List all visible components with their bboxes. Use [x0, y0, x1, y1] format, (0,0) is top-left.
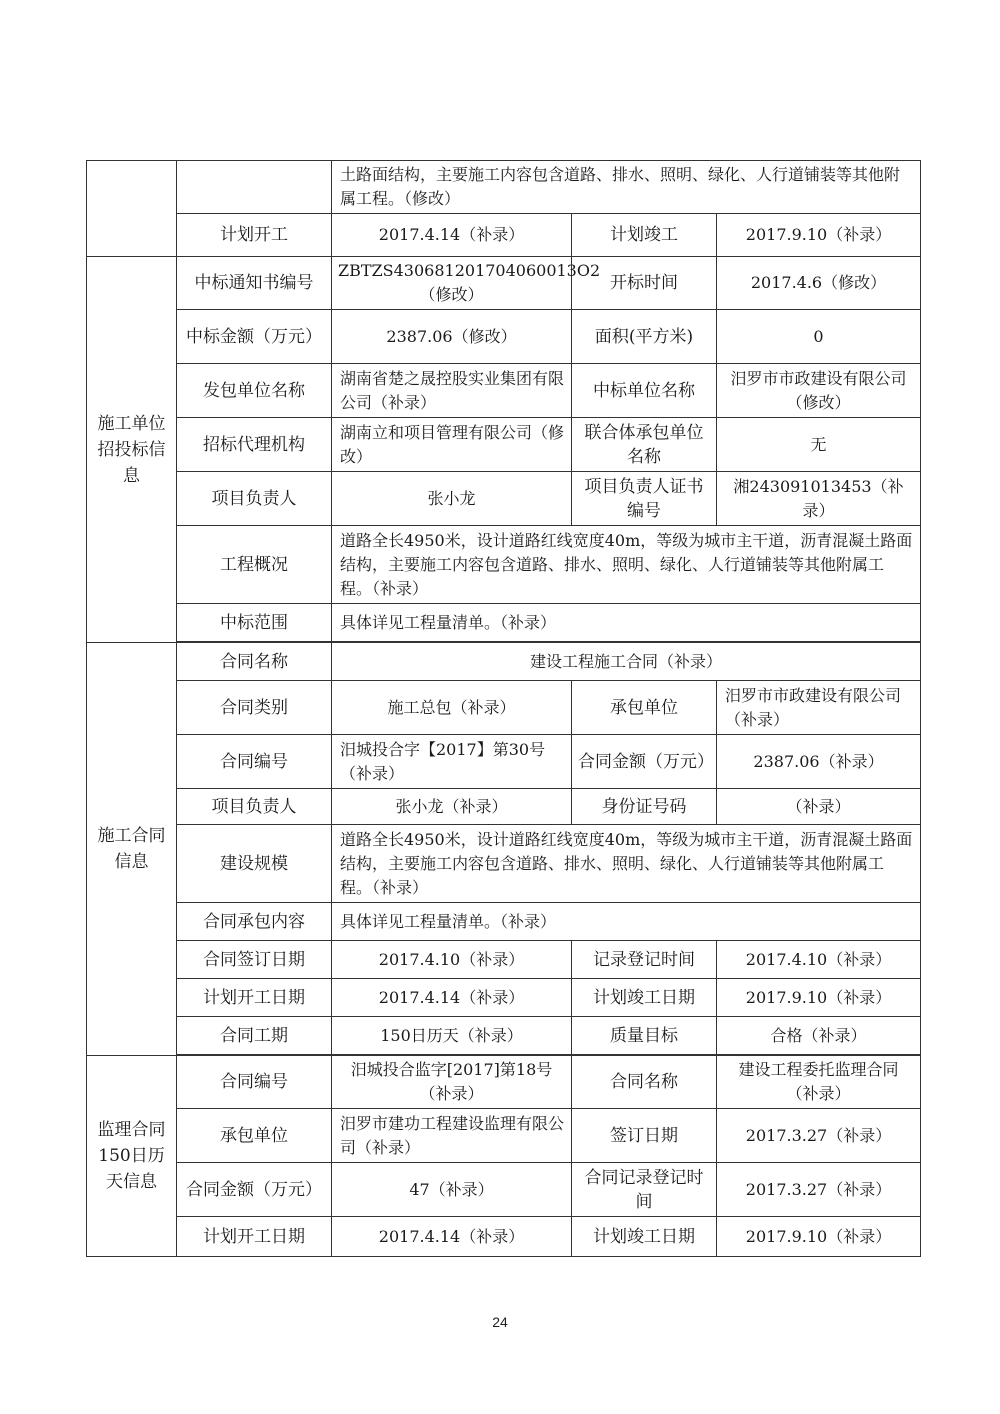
contract-manager-label: 项目负责人	[177, 789, 332, 825]
contract-type-label: 合同类别	[177, 681, 332, 735]
contract-end-value: 2017.9.10（补录）	[717, 979, 921, 1017]
bid-consortium-value: 无	[717, 418, 921, 472]
continued-section-cell	[87, 161, 177, 257]
contract-name-value: 建设工程施工合同（补录）	[332, 643, 921, 681]
bid-winner-label: 中标单位名称	[572, 364, 717, 418]
continued-label-cell	[177, 161, 332, 214]
supervision-name-label: 合同名称	[572, 1056, 717, 1109]
supervision-record-value: 2017.3.27（补录）	[717, 1163, 921, 1217]
contract-scale-value: 道路全长4950米，设计道路红线宽度40m，等级为城市主干道，沥青混凝土路面结构，主要施工内容包含道路、排水、照明、绿化、人行道铺装等其他附属工程。（补录）	[332, 825, 921, 903]
contract-start-label: 计划开工日期	[177, 979, 332, 1017]
bid-scope-label: 中标范围	[177, 604, 332, 642]
bid-area-value: 0	[717, 310, 921, 364]
contract-sign-label: 合同签订日期	[177, 941, 332, 979]
bid-amount-value: 2387.06（修改）	[332, 310, 572, 364]
contract-amount-value: 2387.06（补录）	[717, 735, 921, 789]
bid-manager-value: 张小龙	[332, 472, 572, 526]
contract-period-label: 合同工期	[177, 1017, 332, 1055]
contract-no-label: 合同编号	[177, 735, 332, 789]
bid-cert-label: 项目负责人证书编号	[572, 472, 717, 526]
bid-issuer-label: 发包单位名称	[177, 364, 332, 418]
bid-agency-value: 湖南立和项目管理有限公司（修改）	[332, 418, 572, 472]
contract-scale-label: 建设规模	[177, 825, 332, 903]
contract-content-value: 具体详见工程量清单。（补录）	[332, 903, 921, 941]
bid-consortium-label: 联合体承包单位名称	[572, 418, 717, 472]
contract-no-value: 汨城投合字【2017】第30号（补录）	[332, 735, 572, 789]
bid-overview-label: 工程概况	[177, 526, 332, 604]
contract-type-value: 施工总包（补录）	[332, 681, 572, 735]
plan-start-value: 2017.4.14（补录）	[332, 214, 572, 257]
supervision-amount-value: 47（补录）	[332, 1163, 572, 1217]
contract-id-value: （补录）	[717, 789, 921, 825]
supervision-end-value: 2017.9.10（补录）	[717, 1217, 921, 1257]
bid-cert-value: 湘243091013453（补录）	[717, 472, 921, 526]
contract-period-value: 150日历天（补录）	[332, 1017, 572, 1055]
supervision-section-title: 监理合同150日历天信息	[87, 1056, 177, 1257]
contract-sign-value: 2017.4.10（补录）	[332, 941, 572, 979]
supervision-contractor-value: 汨罗市建功工程建设监理有限公司（补录）	[332, 1109, 572, 1163]
contract-record-label: 记录登记时间	[572, 941, 717, 979]
contract-end-label: 计划竣工日期	[572, 979, 717, 1017]
contract-record-value: 2017.4.10（补录）	[717, 941, 921, 979]
contract-amount-label: 合同金额（万元）	[572, 735, 717, 789]
plan-end-value: 2017.9.10（补录）	[717, 214, 921, 257]
bid-agency-label: 招标代理机构	[177, 418, 332, 472]
contract-quality-value: 合格（补录）	[717, 1017, 921, 1055]
contract-name-label: 合同名称	[177, 643, 332, 681]
supervision-no-label: 合同编号	[177, 1056, 332, 1109]
bid-amount-label: 中标金额（万元）	[177, 310, 332, 364]
contract-id-label: 身份证号码	[572, 789, 717, 825]
supervision-name-value: 建设工程委托监理合同（补录）	[717, 1056, 921, 1109]
bid-open-time-value: 2017.4.6（修改）	[717, 257, 921, 310]
supervision-amount-label: 合同金额（万元）	[177, 1163, 332, 1217]
bid-scope-value: 具体详见工程量清单。（补录）	[332, 604, 921, 642]
page-number: 24	[492, 1314, 508, 1330]
bid-overview-value: 道路全长4950米，设计道路红线宽度40m，等级为城市主干道，沥青混凝土路面结构，主要施工内容包含道路、排水、照明、绿化、人行道铺装等其他附属工程。（补录）	[332, 526, 921, 604]
contract-manager-value: 张小龙（补录）	[332, 789, 572, 825]
contract-start-value: 2017.4.14（补录）	[332, 979, 572, 1017]
supervision-contractor-label: 承包单位	[177, 1109, 332, 1163]
bid-manager-label: 项目负责人	[177, 472, 332, 526]
bid-section-title: 施工单位招投标信息	[87, 257, 177, 643]
bid-area-label: 面积(平方米)	[572, 310, 717, 364]
supervision-sign-value: 2017.3.27（补录）	[717, 1109, 921, 1163]
plan-start-label: 计划开工	[177, 214, 332, 257]
bid-notice-no-label: 中标通知书编号	[177, 257, 332, 310]
supervision-record-label: 合同记录登记时间	[572, 1163, 717, 1217]
bid-issuer-value: 湖南省楚之晟控股实业集团有限公司（补录）	[332, 364, 572, 418]
bid-winner-value: 汨罗市市政建设有限公司（修改）	[717, 364, 921, 418]
supervision-end-label: 计划竣工日期	[572, 1217, 717, 1257]
contract-content-label: 合同承包内容	[177, 903, 332, 941]
contract-contractor-value: 汨罗市市政建设有限公司（补录）	[717, 681, 921, 735]
contract-contractor-label: 承包单位	[572, 681, 717, 735]
project-info-table	[86, 160, 921, 1257]
contract-quality-label: 质量目标	[572, 1017, 717, 1055]
supervision-sign-label: 签订日期	[572, 1109, 717, 1163]
contract-section-title: 施工合同信息	[87, 643, 177, 1056]
plan-end-label: 计划竣工	[572, 214, 717, 257]
bid-open-time-label: 开标时间	[572, 257, 717, 310]
supervision-start-value: 2017.4.14（补录）	[332, 1217, 572, 1257]
overview-continued-value: 土路面结构，主要施工内容包含道路、排水、照明、绿化、人行道铺装等其他附属工程。（修改）	[332, 161, 921, 214]
bid-notice-no-value: ZBTZS430681201704060013O2（修改）	[332, 257, 572, 310]
supervision-start-label: 计划开工日期	[177, 1217, 332, 1257]
supervision-no-value: 汨城投合监字[2017]第18号（补录）	[332, 1056, 572, 1109]
